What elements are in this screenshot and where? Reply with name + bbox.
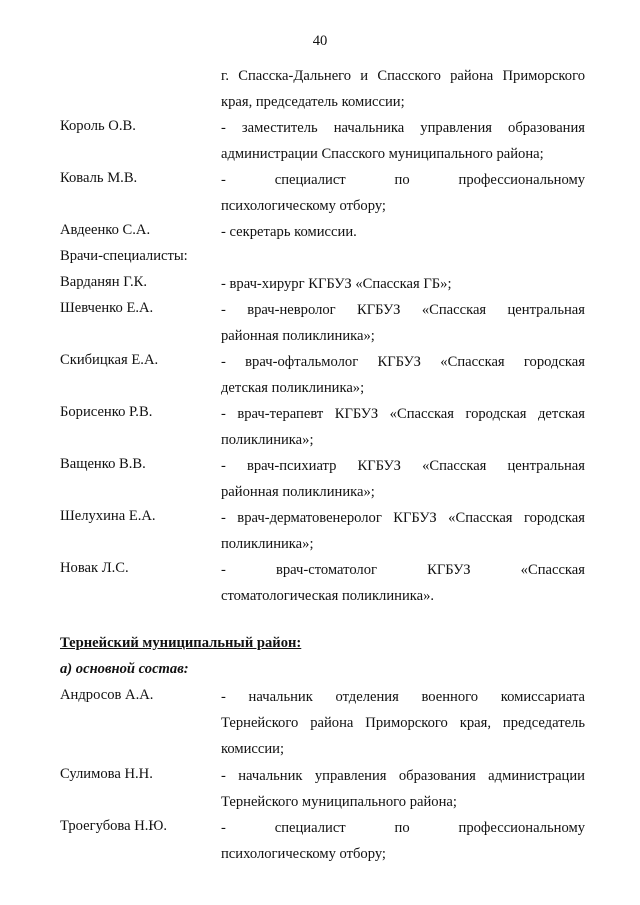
section-title: Тернейский муниципальный район: (60, 635, 302, 651)
doctor-role (221, 297, 585, 349)
member-role-line-1: - секретарь комиссии. (221, 224, 357, 240)
doctor-role-line-2: детская поликлиника»; (221, 380, 365, 396)
member-role-line-2: Тернейского района Приморского края, председатель (221, 715, 585, 731)
doctor-role-line-2: районная поликлиника»; (221, 484, 375, 500)
member-name: Андросов А.А. (60, 687, 154, 703)
doctor-role (221, 349, 585, 401)
member-role (221, 763, 585, 815)
continuation-text (221, 63, 585, 115)
doctor-role-line-1: - врач-дерматовенеролог КГБУЗ «Спасская городская (221, 510, 585, 526)
doctor-name: Шелухина Е.А. (60, 508, 156, 524)
member-role-line-1: - заместитель начальника управления образования (221, 120, 585, 136)
member-name: Король О.В. (60, 118, 136, 134)
member-name: Троегубова Н.Ю. (60, 818, 168, 834)
member-role-line-2: психологическому отбору; (221, 198, 386, 214)
doctor-name: Скибицкая Е.А. (60, 352, 159, 368)
doctor-role-line-2: стоматологическая поликлиника». (221, 588, 435, 604)
doctors-heading: Врачи-специалисты: (60, 248, 188, 264)
doctor-role (221, 557, 585, 609)
doctor-role (221, 401, 585, 453)
member-role-line-2: администрации Спасского муниципального района; (221, 146, 544, 162)
doctor-role-line-1: - врач-психиатр КГБУЗ «Спасская центральная (221, 458, 585, 474)
doctor-role (221, 271, 585, 297)
doctor-role-line-1: - врач-терапевт КГБУЗ «Спасская городская детская (221, 406, 585, 422)
doctor-role-line-2: поликлиника»; (221, 536, 314, 552)
member-role-line-3: комиссии; (221, 741, 285, 757)
page-number: 40 (312, 33, 328, 49)
member-name: Авдеенко С.А. (60, 222, 151, 238)
doctor-role-line-2: районная поликлиника»; (221, 328, 375, 344)
doctor-name: Новак Л.С. (60, 560, 129, 576)
member-role-line-1: - специалист по профессиональному (221, 172, 585, 188)
continuation-line-1: г. Спасска-Дальнего и Спасского района Приморского (221, 68, 585, 84)
doctor-role-line-1: - врач-хирург КГБУЗ «Спасская ГБ»; (221, 276, 452, 292)
member-role-line-1: - начальник управления образования администрации (221, 768, 585, 784)
doctor-role (221, 453, 585, 505)
doctor-role-line-1: - врач-невролог КГБУЗ «Спасская центральная (221, 302, 585, 318)
doctor-name: Ващенко В.В. (60, 456, 146, 472)
member-name: Коваль М.В. (60, 170, 138, 186)
doctor-role (221, 505, 585, 557)
doctor-role-line-2: поликлиника»; (221, 432, 314, 448)
continuation-line-2: края, председатель комиссии; (221, 94, 405, 110)
member-role (221, 684, 585, 762)
member-role (221, 219, 585, 245)
doctor-role-line-1: - врач-стоматолог КГБУЗ «Спасская (221, 562, 585, 578)
member-role (221, 167, 585, 219)
doctor-role-line-1: - врач-офтальмолог КГБУЗ «Спасская городская (221, 354, 585, 370)
member-role (221, 115, 585, 167)
member-name: Сулимова Н.Н. (60, 766, 153, 782)
member-role-line-2: психологическому отбору; (221, 846, 386, 862)
member-role-line-1: - специалист по профессиональному (221, 820, 585, 836)
member-role-line-2: Тернейского муниципального района; (221, 794, 457, 810)
doctor-name: Варданян Г.К. (60, 274, 148, 290)
member-role (221, 815, 585, 867)
doctor-name: Шевченко Е.А. (60, 300, 154, 316)
subsection-title: а) основной состав: (60, 661, 189, 677)
doctor-name: Борисенко Р.В. (60, 404, 153, 420)
member-role-line-1: - начальник отделения военного комиссариата (221, 689, 585, 705)
